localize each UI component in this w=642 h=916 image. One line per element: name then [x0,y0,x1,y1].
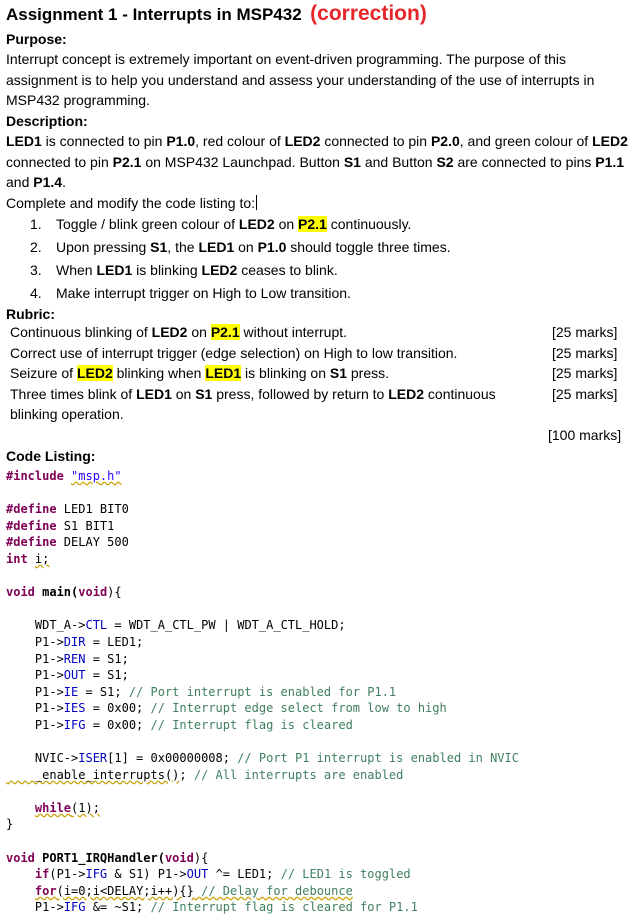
list-item: 2. Upon pressing S1, the LED1 on P1.0 should toggle three times. [30,239,451,255]
description-text: LED1 is connected to pin P1.0, red colour of LED2 connected to pin P2.0, and green colour of LED2 connected to pin P2.1 on MSP432 Launchpad. Button S1 and Button S2 are connected to pins P1.1 and P1.4. [6,133,628,190]
rubric-marks: [25 marks] [552,324,618,340]
page-title: Assignment 1 - Interrupts in MSP432 [6,5,302,24]
rubric-table [10,322,632,425]
rubric-row: Three times blink of LED1 on S1 press, followed by return to LED2 continuous blinking operation. [25 marks] [10,385,618,422]
rubric-marks: [25 marks] [552,365,618,381]
correction-label: (correction) [310,2,427,25]
rubric-marks: [25 marks] [552,385,618,402]
purpose-text: Interrupt concept is extremely important on event-driven programming. The purpose of this assignment is to help you understand and assess your understanding of the use of interrupts in MSP432 programming. [6,51,595,108]
title-line [6,2,427,26]
code-listing: #include "msp.h" #define LED1 BIT0 #define S1 BIT1 #define DELAY 500 int i; void main(void){ WDT_A->CTL = WDT_A_CTL_PW | WDT_A_CTL_HOLD; P1->DIR = LED1; P1->REN = S1; P1->OUT = S1; P1->IE = S1; // Port interrupt is enabled for P1.1 P1->IES = 0x00; // Interrupt edge select from low to high P1->IFG = 0x00; // Interrupt flag is cleared NVIC->ISER[1] = 0x00000008; // Port P1 interrupt is enabled in NVIC _enable_interrupts(); // All interrupts are enabled while(1); } void PORT1_IRQHandler(void){ if(P1->IFG & S1) P1->OUT ^= LED1; // LED1 is toggled for(i=0;i<DELAY;i++){} // Delay for debounce P1->IFG &= ~S1; // Interrupt flag is cleared for P1.1 [6,469,519,915]
instruction-text: Complete and modify the code listing to: [6,195,256,211]
purpose-heading: Purpose: [6,31,67,47]
list-item: 3. When LED1 is blinking LED2 ceases to blink. [30,262,338,278]
rubric-heading: Rubric: [6,306,55,322]
list-item: 4. Make interrupt trigger on High to Low transition. [30,285,351,301]
rubric-row: Seizure of LED2 blinking when LED1 is blinking on S1 press. [25 marks] [10,363,632,384]
description-heading: Description: [6,113,88,129]
task-list [6,213,451,305]
text-cursor [256,195,257,210]
rubric-marks: [25 marks] [552,344,618,361]
code-heading: Code Listing: [6,448,96,464]
total-marks: [100 marks] [548,427,622,443]
list-item: 1. Toggle / blink green colour of LED2 on P2.1 continuously. [30,216,412,232]
rubric-row: Correct use of interrupt trigger (edge selection) on High to low transition. [25 marks] [10,343,632,364]
rubric-row: Continuous blinking of LED2 on P2.1 without interrupt. [25 marks] [10,322,632,343]
